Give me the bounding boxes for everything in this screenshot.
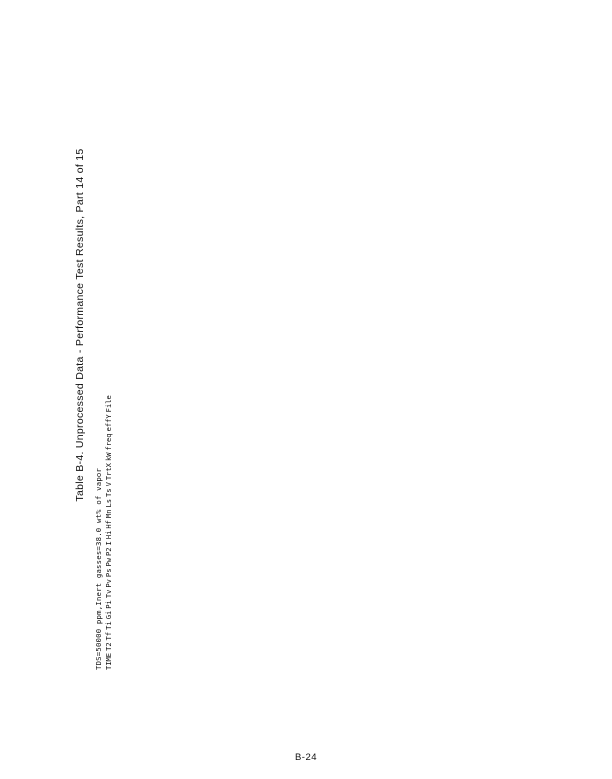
- column-header-trtx: TrtX: [104, 463, 113, 481]
- page-number: B-24: [294, 752, 318, 763]
- table-title: Table B-4. Unprocessed Data - Performance Test Results, Part 14 of 15: [74, 148, 86, 502]
- column-header-pv: Pv: [104, 579, 113, 588]
- column-header-ps: Ps: [104, 568, 113, 578]
- column-header-hf: Hf: [104, 520, 113, 529]
- column-header-freq: freq: [104, 433, 113, 451]
- column-header-pi: Pi: [104, 600, 113, 609]
- column-header-ls: Ls: [104, 498, 113, 508]
- column-header-file: File: [104, 395, 113, 413]
- column-header-time: TIME: [104, 652, 113, 670]
- column-header-gi: Gi: [104, 610, 113, 620]
- column-header-tf: Tf: [104, 631, 113, 641]
- data-table: [104, 393, 113, 670]
- column-header-pw: Pw: [104, 557, 113, 567]
- column-header-effy: effY: [104, 414, 113, 432]
- column-header-ti: Ti: [104, 621, 113, 630]
- column-header-i: I: [104, 541, 113, 546]
- column-header-mn: Mn: [104, 509, 113, 519]
- column-header-kw: kW: [104, 452, 113, 462]
- column-header-p2: P2: [104, 547, 113, 556]
- column-header-hi: Hi: [104, 530, 113, 540]
- table-subtitle: TDS=50000 ppm,Inert gasses=38.0 wt% of vapor: [94, 467, 103, 670]
- column-header-ts: Ts: [104, 488, 113, 497]
- column-header-tv: Tv: [104, 589, 113, 599]
- rotated-page: [70, 0, 590, 670]
- column-header-v: V: [104, 482, 113, 487]
- header-row: [104, 393, 113, 670]
- column-header-t2: T2: [104, 642, 113, 651]
